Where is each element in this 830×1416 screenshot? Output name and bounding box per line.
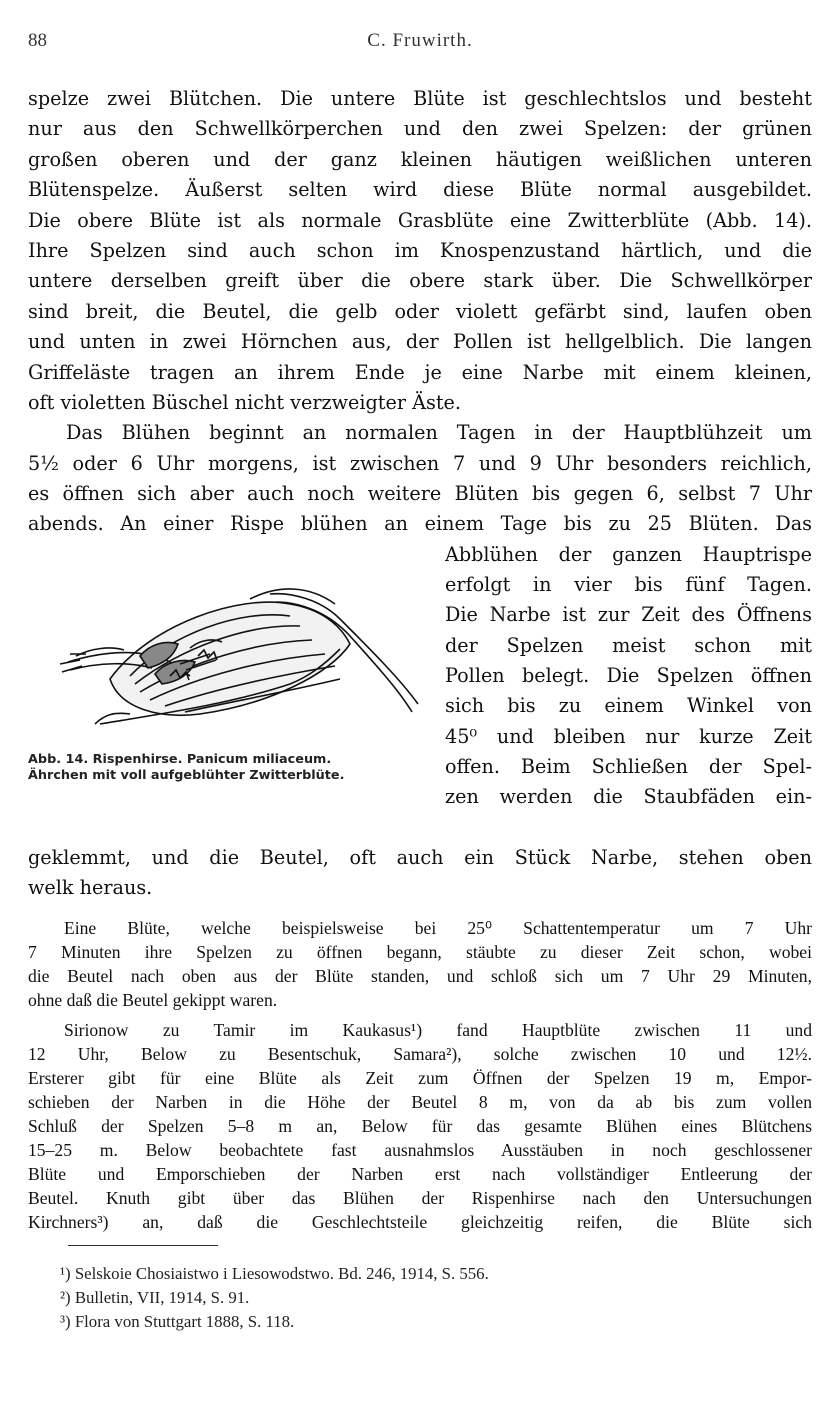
figure-14 [28,540,432,843]
text-line: Blüte und Emporschieben der Narben erst nach vollständiger Entleerung der [28,1163,812,1184]
text-line: geklemmt, und die Beutel, oft auch ein Stück Narbe, stehen oben [28,845,812,869]
paragraph-2-right-column [445,540,812,813]
caption-line: Abb. 14. Rispenhirse. Panicum miliaceum. [28,751,332,767]
paragraph-2 [28,418,812,448]
footnote-2: ²) Bulletin, VII, 1914, S. 91. [60,1288,250,1307]
text-line: Ersterer gibt für eine Blüte als Zeit zum Öffnen der Spelzen 19 m, Empor- [28,1067,812,1088]
small-paragraph-2 [28,1018,812,1234]
paragraph-2-end [28,843,812,904]
footnote-divider [68,1245,218,1246]
small-paragraph-1 [28,916,812,1012]
text-line: oft violetten Büschel nicht verzweigter Äste. [28,390,462,414]
text-line: großen oberen und der ganz kleinen häutigen weißlichen unteren [28,147,812,171]
footnote-3: ³) Flora von Stuttgart 1888, S. 118. [60,1312,295,1331]
text-line: Kirchners³) an, daß die Geschlechtsteile gleichzeitig reifen, die Blüte sich [28,1211,812,1232]
text-line: 7 Minuten ihre Spelzen zu öffnen begann, stäubte zu dieser Zeit schon, wobei [28,941,812,962]
text-line: Die obere Blüte ist als normale Grasblüte eine Zwitterblüte (Abb. 14). [28,208,812,232]
text-line: Abblühen der ganzen Hauptrispe [445,542,812,566]
text-line: 45⁰ und bleiben nur kurze Zeit [445,724,812,748]
text-line: abends. An einer Rispe blühen an einem Tage bis zu 25 Blüten. Das [28,512,812,536]
text-line: Ihre Spelzen sind auch schon im Knospenzustand härtlich, und die [28,238,812,262]
text-line: 5½ oder 6 Uhr morgens, ist zwischen 7 und 9 Uhr besonders reichlich, [28,451,812,475]
footnote-1: ¹) Selskoie Chosiaistwo i Liesowodstwo. Bd. 246, 1914, S. 556. [60,1264,489,1283]
text-line: die Beutel nach oben aus der Blüte standen, und schloß sich um 7 Uhr 29 Minuten, [28,965,812,986]
text-line: sich bis zu einem Winkel von [445,694,812,718]
figure-caption [28,752,432,784]
text-line: 12 Uhr, Below zu Besentschuk, Samara²), solche zwischen 10 und 12½. [28,1043,812,1064]
text-line: ohne daß die Beutel gekippt waren. [28,989,278,1010]
text-line: sind breit, die Beutel, die gelb oder violett gefärbt sind, laufen oben [28,299,812,323]
text-line: es öffnen sich aber auch noch weitere Blüten bis gegen 6, selbst 7 Uhr [28,482,812,506]
text-line: spelze zwei Blütchen. Die untere Blüte ist geschlechtslos und besteht [28,87,812,110]
text-line: Das Blühen beginnt an normalen Tagen in der Hauptblühzeit um [66,421,812,445]
figure-wrap [28,540,812,843]
caption-line: Ährchen mit voll aufgeblühter Zwitterblüte. [28,767,345,783]
text-line: zen werden die Staubfäden ein- [445,785,812,809]
text-line: erfolgt in vier bis fünf Tagen. [445,573,812,597]
paragraph-2-cont [28,449,812,540]
text-line: Schluß der Spelzen 5–8 m an, Below für das gesamte Blühen eines Blütchens [28,1115,812,1136]
page-header [28,30,812,54]
text-line: offen. Beim Schließen der Spel- [445,754,812,778]
text-line: 15–25 m. Below beobachtete fast ausnahmslos Ausstäuben in noch geschlossener [28,1139,812,1160]
running-title: C. Fruwirth. [367,30,473,51]
paragraph-1 [28,84,812,418]
text-line: welk heraus. [28,876,153,900]
text-line: und unten in zwei Hörnchen aus, der Pollen ist hellgelblich. Die langen [28,330,812,354]
body-text [28,84,812,1234]
page-number: 88 [28,30,47,51]
text-line: Die Narbe ist zur Zeit des Öffnens [445,603,812,627]
text-line: Sirionow zu Tamir im Kaukasus¹) fand Hauptblüte zwischen 11 und [64,1019,812,1040]
text-line: Griffeläste tragen an ihrem Ende je eine Narbe mit einem kleinen, [28,360,812,384]
text-line: der Spelzen meist schon mit [445,633,812,657]
text-line: schieben der Narben in die Höhe der Beutel 8 m, von da ab bis zum vollen [28,1091,812,1112]
footnotes [60,1262,489,1334]
text-line: untere derselben greift über die obere stark über. Die Schwellkörper [28,269,812,293]
millet-spikelet-illustration [40,564,425,739]
text-line: Pollen belegt. Die Spelzen öffnen [445,664,812,688]
text-line: Beutel. Knuth gibt über das Blühen der Rispenhirse nach den Untersuchungen [28,1187,812,1208]
text-line: Blütenspelze. Äußerst selten wird diese Blüte normal ausgebildet. [28,178,812,202]
text-line: nur aus den Schwellkörperchen und den zwei Spelzen: der grünen [28,117,812,141]
text-line: Eine Blüte, welche beispielsweise bei 25⁰ Schattentemperatur um 7 Uhr [64,917,812,938]
